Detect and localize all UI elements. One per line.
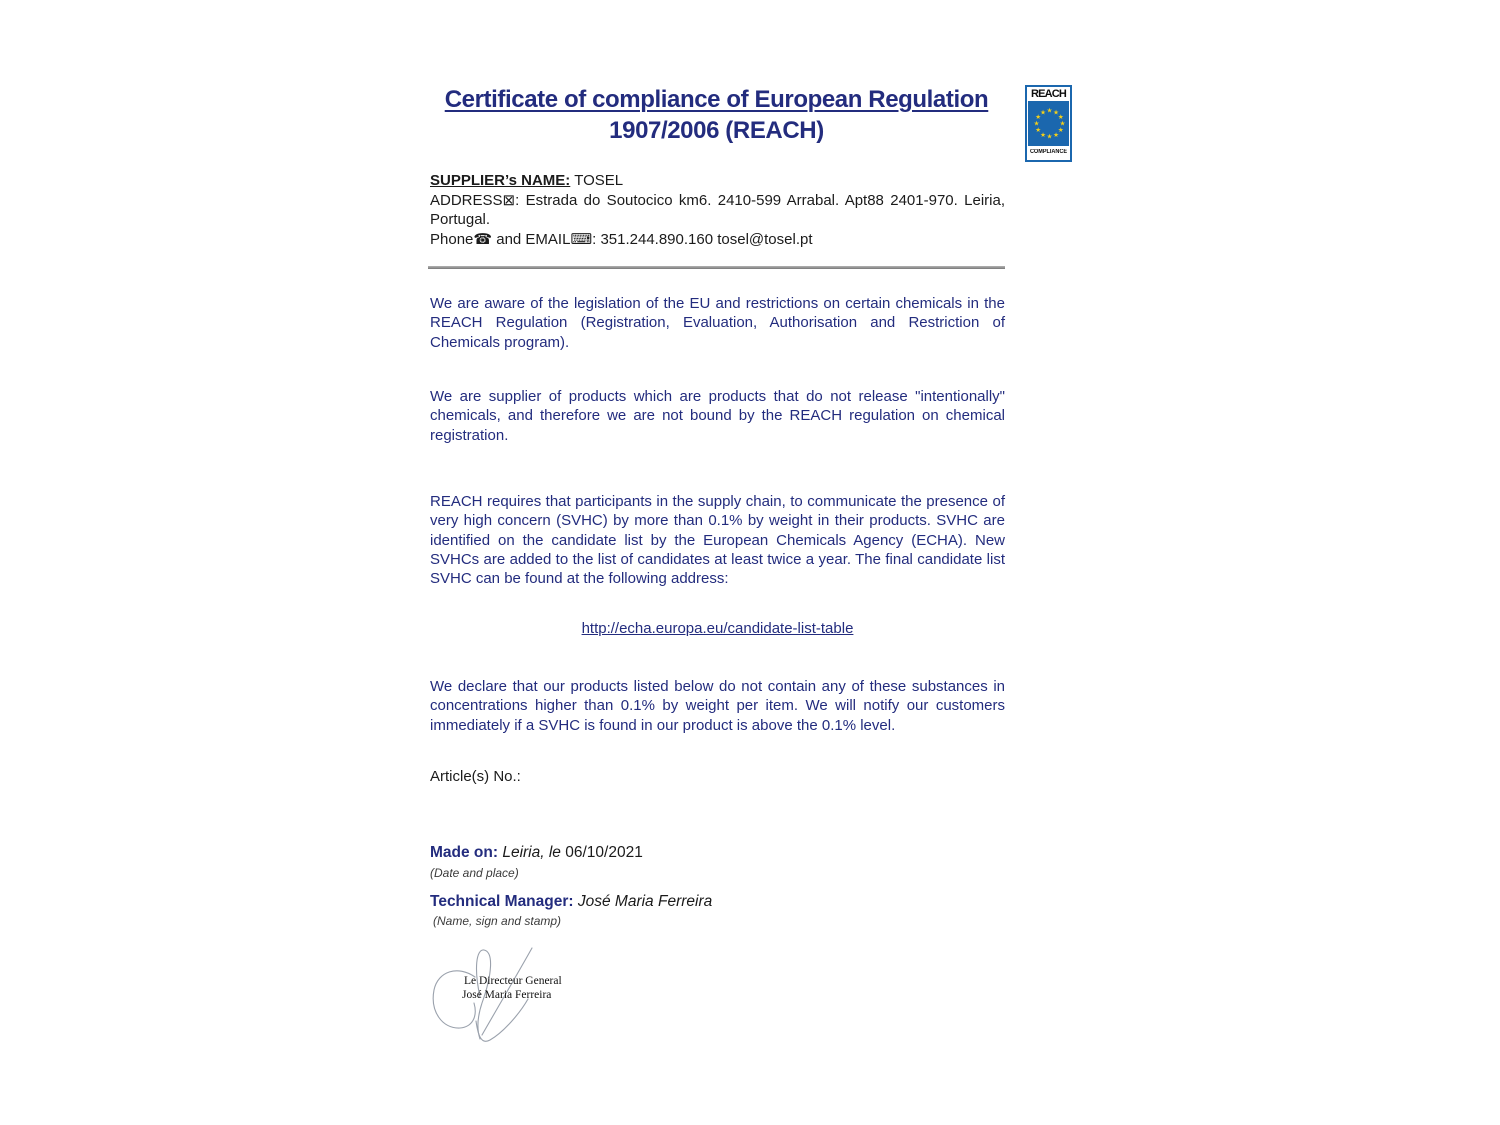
page-title	[424, 84, 1009, 146]
svg-text:★: ★	[1040, 130, 1046, 139]
articles-number-label: Article(s) No.:	[430, 768, 521, 785]
made-on-date: 06/10/2021	[565, 844, 643, 861]
email-label: and EMAIL	[492, 230, 571, 248]
phone-icon: ☎	[473, 230, 493, 248]
made-on-place: Leiria, le	[498, 844, 566, 861]
paragraph-declare: We declare that our products listed below do not contain any of these substances in concentrations higher than 0.1% by weight per item. We will notify our customers immediately if a SVHC is found in our product is above the 0.1% level.	[430, 678, 1005, 734]
svg-text:★: ★	[1046, 132, 1053, 141]
svg-text:★: ★	[1035, 126, 1042, 135]
reach-logo-caption: COMPLIANCE	[1029, 149, 1068, 155]
contact-value: : 351.244.890.160 tosel@tosel.pt	[592, 230, 813, 248]
paragraph-reach-requires: REACH requires that participants in the supply chain, to communicate the presence of very high concern (SVHC) by more than 0.1% by weight in their products. SVHC are identified on the candidate list by the European Chemicals Agency (ECHA). New SVHCs are added to the list of candidates at least twice a year. The final candidate list SVHC can be found at the following address:	[430, 493, 1005, 588]
supplier-name-value: TOSEL	[570, 172, 624, 189]
supplier-block	[430, 171, 1005, 249]
eu-flag	[1028, 101, 1069, 146]
name-sign-stamp-note: (Name, sign and stamp)	[433, 914, 562, 928]
signature-name-text: José Maria Ferreira	[462, 989, 552, 1001]
svg-text:★: ★	[1035, 113, 1042, 122]
technical-manager-line	[430, 893, 712, 911]
envelope-icon: ⊠	[502, 191, 516, 209]
supplier-contact-line	[430, 230, 1005, 250]
title-line-2: 1907/2006 (REACH)	[609, 117, 824, 144]
horizontal-divider	[428, 266, 1005, 269]
supplier-address-line	[430, 191, 1005, 230]
supplier-name-line	[430, 171, 1005, 191]
svg-text:★: ★	[1057, 126, 1064, 135]
technical-manager-name: José Maria Ferreira	[573, 893, 713, 910]
svg-text:★: ★	[1053, 108, 1059, 117]
eu-stars-icon	[1028, 101, 1071, 146]
svg-text:★: ★	[1040, 108, 1046, 117]
computer-icon: ⌨	[570, 230, 593, 248]
svg-text:★: ★	[1033, 119, 1040, 128]
paragraph-aware: We are aware of the legislation of the EU and restrictions on certain chemicals in the REACH Regulation (Registration, Evaluation, Authorisation and Restriction of Chemicals program).	[430, 295, 1005, 351]
address-label: ADDRESS	[430, 191, 503, 209]
svg-text:★: ★	[1053, 130, 1059, 139]
technical-manager-label: Technical Manager:	[430, 893, 574, 910]
reach-compliance-logo	[1025, 85, 1072, 162]
signature-title-text: Le Directeur General	[464, 975, 562, 987]
made-on-line	[430, 844, 643, 862]
paragraph-supplier-products: We are supplier of products which are products that do not release "intentionally" chemicals, and therefore we are not bound by the REACH regulation on chemical registration.	[430, 388, 1005, 444]
made-on-label: Made on:	[430, 844, 499, 861]
title-line-1: Certificate of compliance of European Regulation	[444, 86, 989, 113]
date-place-note: (Date and place)	[430, 866, 519, 880]
candidate-list-link[interactable]: http://echa.europa.eu/candidate-list-table	[581, 620, 854, 637]
svg-text:★: ★	[1046, 106, 1053, 115]
supplier-name-label: SUPPLIER’s NAME:	[430, 172, 571, 189]
svg-text:★: ★	[1057, 113, 1064, 122]
address-value: : Estrada do Soutocico km6. 2410-599 Arrabal. Apt88 2401-970. Leiria, Portugal.	[430, 191, 1005, 228]
candidate-list-link-row	[430, 620, 1005, 638]
reach-logo-word: REACH	[1030, 88, 1067, 100]
phone-label: Phone	[430, 230, 474, 248]
svg-text:★: ★	[1059, 119, 1066, 128]
